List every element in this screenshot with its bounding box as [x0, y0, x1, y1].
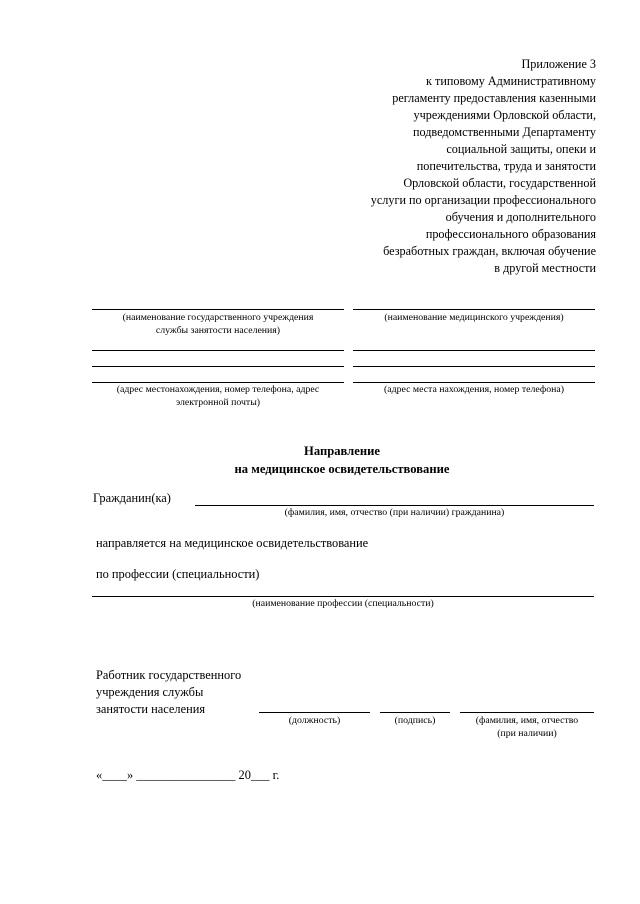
- header-line: безработных граждан, включая обучение: [383, 244, 596, 258]
- employment-center-name-caption: (наименование государственного учреждения службы занятости населения): [122, 312, 314, 336]
- citizen-name-caption: (фамилия, имя, отчество (при наличии) гражданина): [284, 507, 505, 518]
- profession-label: по профессии (специальности): [96, 567, 260, 581]
- referral-text: направляется на медицинское освидетельствование: [96, 536, 369, 550]
- header-line: к типовому Административному: [426, 74, 596, 88]
- header-line: Приложение 3: [521, 57, 596, 71]
- header-line: обучения и дополнительного: [445, 210, 596, 224]
- header-line: учреждениями Орловской области,: [413, 108, 596, 122]
- signer-title: Работник государственного учреждения службы занятости населения: [96, 668, 242, 716]
- header-line: социальной защиты, опеки и: [446, 142, 596, 156]
- employment-center-address-line-1: [92, 350, 344, 351]
- employment-center-address-caption: (адрес местонахождения, номер телефона, адрес электронной почты): [116, 384, 320, 408]
- employment-center-address-line-2: [92, 366, 344, 367]
- medical-institution-address-caption: (адрес места нахождения, номер телефона): [384, 384, 564, 395]
- employment-center-name-line: [92, 309, 344, 310]
- medical-institution-name-line: [353, 309, 595, 310]
- position-caption: (должность): [288, 715, 341, 726]
- profession-caption: (наименование профессии (специальности): [252, 598, 434, 609]
- signature-line[interactable]: [380, 712, 450, 713]
- document-subtitle: на медицинское освидетельствование: [234, 462, 450, 476]
- position-line[interactable]: [259, 712, 370, 713]
- header-line: в другой местности: [494, 261, 596, 275]
- header-line: профессионального образования: [425, 227, 596, 241]
- medical-institution-address-line-2: [353, 366, 595, 367]
- header-line: подведомственными Департаменту: [412, 125, 596, 139]
- citizen-label: Гражданин(ка): [93, 491, 171, 505]
- appendix-header: [340, 56, 596, 277]
- name-line[interactable]: [460, 712, 594, 713]
- document-title: Направление: [304, 444, 380, 458]
- header-line: услуги по организации профессионального: [370, 193, 596, 207]
- medical-institution-name-caption: (наименование медицинского учреждения): [384, 312, 564, 323]
- medical-institution-address-line-1: [353, 350, 595, 351]
- header-line: Орловской области, государственной: [403, 176, 596, 190]
- header-line: попечительства, труда и занятости: [416, 159, 596, 173]
- name-caption: (фамилия, имя, отчество (при наличии): [475, 715, 579, 739]
- signature-caption: (подпись): [394, 715, 436, 726]
- date-line[interactable]: «____» ________________ 20___ г.: [96, 768, 280, 782]
- header-line: регламенту предоставления казенными: [392, 91, 596, 105]
